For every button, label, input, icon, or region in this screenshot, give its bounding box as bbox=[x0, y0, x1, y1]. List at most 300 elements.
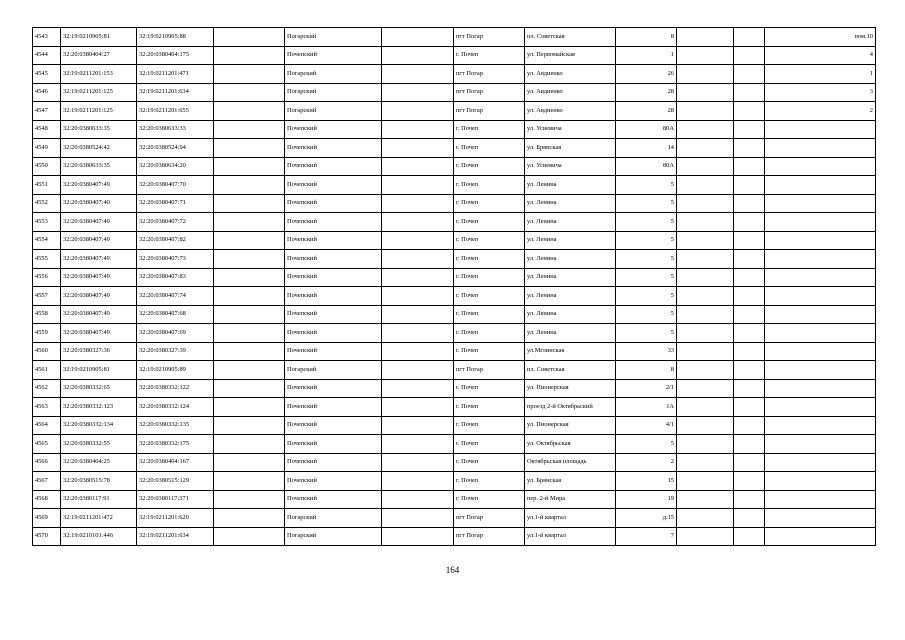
cell-apartment bbox=[765, 176, 876, 195]
table-row bbox=[33, 120, 876, 139]
cell-empty bbox=[677, 342, 734, 361]
cell-empty bbox=[677, 46, 734, 65]
cell-cadastral-object: 32:20:0380332:135 bbox=[137, 416, 214, 435]
table-row bbox=[33, 435, 876, 454]
cell-district: Почепский bbox=[285, 435, 382, 454]
cell-number: 4552 bbox=[33, 194, 61, 213]
cell-house: 8 bbox=[616, 28, 677, 47]
cell-house: 5 bbox=[616, 176, 677, 195]
cell-district: Погарский bbox=[285, 509, 382, 528]
cell-house: 8 bbox=[616, 361, 677, 380]
cell-house: 26 bbox=[616, 65, 677, 84]
cell-empty bbox=[734, 83, 765, 102]
cell-street: ул. Первомайская bbox=[525, 46, 616, 65]
cell-cadastral-object: 32:19:0211201:634 bbox=[137, 83, 214, 102]
cell-empty bbox=[382, 46, 454, 65]
cell-cadastral-object: 32:20:0380404:175 bbox=[137, 46, 214, 65]
cell-empty bbox=[677, 250, 734, 269]
cell-cadastral-parcel: 32:20:0380407:40 bbox=[61, 194, 137, 213]
cell-empty bbox=[214, 231, 285, 250]
cell-empty bbox=[382, 139, 454, 158]
cell-cadastral-parcel: 32:20:0380332:123 bbox=[61, 398, 137, 417]
cell-empty bbox=[734, 120, 765, 139]
cell-locality: г. Почеп bbox=[454, 268, 525, 287]
cell-cadastral-parcel: 32:20:0380515:78 bbox=[61, 472, 137, 491]
cell-empty bbox=[214, 157, 285, 176]
cell-empty bbox=[382, 65, 454, 84]
cell-house: 1 bbox=[616, 46, 677, 65]
cell-empty bbox=[734, 527, 765, 546]
cell-empty bbox=[734, 490, 765, 509]
cell-empty bbox=[382, 83, 454, 102]
cell-empty bbox=[214, 453, 285, 472]
table-row bbox=[33, 250, 876, 269]
cell-house: 80А bbox=[616, 157, 677, 176]
cell-empty bbox=[677, 398, 734, 417]
table-row bbox=[33, 490, 876, 509]
cell-locality: г. Почеп bbox=[454, 472, 525, 491]
cell-empty bbox=[677, 268, 734, 287]
cell-cadastral-object: 32:19:0210905:89 bbox=[137, 361, 214, 380]
cell-empty bbox=[214, 509, 285, 528]
cell-district: Погарский bbox=[285, 28, 382, 47]
cell-cadastral-object: 32:20:0380634:20 bbox=[137, 157, 214, 176]
cell-cadastral-parcel: 32:20:0380633:35 bbox=[61, 157, 137, 176]
cell-empty bbox=[382, 342, 454, 361]
cell-apartment bbox=[765, 398, 876, 417]
cell-cadastral-object: 32:20:0380515:129 bbox=[137, 472, 214, 491]
cell-number: 4559 bbox=[33, 324, 61, 343]
cell-cadastral-parcel: 32:20:0380332:65 bbox=[61, 379, 137, 398]
cell-cadastral-parcel: 32:20:0380332:134 bbox=[61, 416, 137, 435]
cell-cadastral-parcel: 32:19:0210101:446 bbox=[61, 527, 137, 546]
cell-number: 4557 bbox=[33, 287, 61, 306]
cell-locality: пгт Погар bbox=[454, 509, 525, 528]
cell-house: 4/1 bbox=[616, 416, 677, 435]
cell-street: ул. Усиевича bbox=[525, 157, 616, 176]
cell-number: 4567 bbox=[33, 472, 61, 491]
cell-empty bbox=[677, 83, 734, 102]
table-body bbox=[33, 28, 876, 546]
cell-empty bbox=[382, 102, 454, 121]
cell-house: 5 bbox=[616, 435, 677, 454]
cell-empty bbox=[214, 287, 285, 306]
cell-apartment bbox=[765, 361, 876, 380]
cell-apartment: 3 bbox=[765, 83, 876, 102]
cell-district: Почепский bbox=[285, 398, 382, 417]
cell-empty bbox=[677, 361, 734, 380]
table-row bbox=[33, 472, 876, 491]
cell-number: 4545 bbox=[33, 65, 61, 84]
cell-cadastral-parcel: 32:20:0380332:55 bbox=[61, 435, 137, 454]
cell-empty bbox=[214, 490, 285, 509]
cell-district: Почепский bbox=[285, 453, 382, 472]
cell-street: ул. Брянская bbox=[525, 139, 616, 158]
cell-empty bbox=[382, 324, 454, 343]
cell-empty bbox=[382, 176, 454, 195]
cell-cadastral-parcel: 32:19:0211201:472 bbox=[61, 509, 137, 528]
cell-cadastral-object: 32:20:0380633:33 bbox=[137, 120, 214, 139]
cell-district: Погарский bbox=[285, 65, 382, 84]
cell-cadastral-object: 32:20:0380407:68 bbox=[137, 305, 214, 324]
cell-cadastral-parcel: 32:19:0211201:125 bbox=[61, 83, 137, 102]
cell-empty bbox=[214, 305, 285, 324]
cell-empty bbox=[677, 453, 734, 472]
cell-street: Октябрьская площадь bbox=[525, 453, 616, 472]
cell-apartment bbox=[765, 509, 876, 528]
cell-empty bbox=[677, 435, 734, 454]
cell-district: Почепский bbox=[285, 472, 382, 491]
cell-empty bbox=[382, 250, 454, 269]
cell-empty bbox=[382, 490, 454, 509]
cell-district: Погарский bbox=[285, 361, 382, 380]
cell-house: д.15 bbox=[616, 509, 677, 528]
cell-house: 33 bbox=[616, 342, 677, 361]
cell-district: Почепский bbox=[285, 231, 382, 250]
cell-cadastral-parcel: 32:20:0380407:49 bbox=[61, 324, 137, 343]
cell-cadastral-object: 32:20:0380327:39 bbox=[137, 342, 214, 361]
cell-empty bbox=[382, 231, 454, 250]
cell-number: 4555 bbox=[33, 250, 61, 269]
cell-house: 28 bbox=[616, 102, 677, 121]
cell-empty bbox=[214, 435, 285, 454]
cell-house: 7 bbox=[616, 527, 677, 546]
cell-number: 4561 bbox=[33, 361, 61, 380]
cell-street: ул.Мглинская bbox=[525, 342, 616, 361]
cell-cadastral-object: 32:20:0380407:83 bbox=[137, 268, 214, 287]
cell-apartment: 2 bbox=[765, 102, 876, 121]
table-row bbox=[33, 361, 876, 380]
cell-number: 4546 bbox=[33, 83, 61, 102]
cell-apartment bbox=[765, 194, 876, 213]
cell-cadastral-parcel: 32:20:0380407:49 bbox=[61, 250, 137, 269]
cell-district: Почепский bbox=[285, 287, 382, 306]
cell-house: 19 bbox=[616, 490, 677, 509]
cell-empty bbox=[382, 305, 454, 324]
table-row bbox=[33, 287, 876, 306]
cell-street: ул. Авдиенко bbox=[525, 83, 616, 102]
cell-empty bbox=[214, 472, 285, 491]
cell-cadastral-parcel: 32:20:0380407:49 bbox=[61, 176, 137, 195]
cell-number: 4550 bbox=[33, 157, 61, 176]
cell-empty bbox=[382, 194, 454, 213]
cell-street: ул. Ленина bbox=[525, 250, 616, 269]
cell-district: Почепский bbox=[285, 139, 382, 158]
cell-locality: пгт Погар bbox=[454, 361, 525, 380]
cell-street: ул. Авдиенко bbox=[525, 102, 616, 121]
cell-cadastral-object: 32:19:0211201:634 bbox=[137, 527, 214, 546]
cell-locality: г. Почеп bbox=[454, 416, 525, 435]
cell-empty bbox=[382, 213, 454, 232]
cell-empty bbox=[734, 435, 765, 454]
cell-apartment bbox=[765, 453, 876, 472]
cell-empty bbox=[382, 472, 454, 491]
cell-street: пл. Советская bbox=[525, 361, 616, 380]
cell-empty bbox=[734, 379, 765, 398]
cell-number: 4543 bbox=[33, 28, 61, 47]
cell-cadastral-object: 32:20:0380407:71 bbox=[137, 194, 214, 213]
table-row bbox=[33, 324, 876, 343]
table-row bbox=[33, 398, 876, 417]
cell-apartment bbox=[765, 472, 876, 491]
cell-empty bbox=[382, 268, 454, 287]
cell-apartment bbox=[765, 435, 876, 454]
cell-cadastral-object: 32:19:0211201:620 bbox=[137, 509, 214, 528]
cell-apartment bbox=[765, 305, 876, 324]
cell-street: ул. Пионерская bbox=[525, 379, 616, 398]
cell-empty bbox=[677, 139, 734, 158]
cell-empty bbox=[734, 472, 765, 491]
cell-house: 80А bbox=[616, 120, 677, 139]
cell-empty bbox=[734, 509, 765, 528]
cell-locality: пгт Погар bbox=[454, 65, 525, 84]
cell-empty bbox=[734, 361, 765, 380]
cell-street: ул. Ленина bbox=[525, 213, 616, 232]
cell-district: Почепский bbox=[285, 120, 382, 139]
cell-cadastral-parcel: 32:20:0380327:36 bbox=[61, 342, 137, 361]
cell-number: 4553 bbox=[33, 213, 61, 232]
cell-apartment bbox=[765, 268, 876, 287]
cell-empty bbox=[382, 28, 454, 47]
cell-empty bbox=[382, 120, 454, 139]
cell-locality: г. Почеп bbox=[454, 46, 525, 65]
cell-empty bbox=[382, 435, 454, 454]
cell-locality: г. Почеп bbox=[454, 305, 525, 324]
cell-locality: г. Почеп bbox=[454, 453, 525, 472]
cell-district: Почепский bbox=[285, 176, 382, 195]
cell-empty bbox=[214, 342, 285, 361]
cell-empty bbox=[734, 287, 765, 306]
cell-apartment bbox=[765, 250, 876, 269]
cell-empty bbox=[214, 213, 285, 232]
cell-cadastral-parcel: 32:20:0380404:27 bbox=[61, 46, 137, 65]
cell-number: 4549 bbox=[33, 139, 61, 158]
property-register-table bbox=[32, 27, 876, 546]
cell-empty bbox=[734, 194, 765, 213]
cell-cadastral-object: 32:20:0380404:167 bbox=[137, 453, 214, 472]
cell-cadastral-object: 32:20:0380332:122 bbox=[137, 379, 214, 398]
cell-district: Погарский bbox=[285, 527, 382, 546]
cell-locality: г. Почеп bbox=[454, 324, 525, 343]
cell-empty bbox=[677, 472, 734, 491]
cell-number: 4566 bbox=[33, 453, 61, 472]
cell-apartment bbox=[765, 490, 876, 509]
cell-number: 4564 bbox=[33, 416, 61, 435]
cell-empty bbox=[734, 231, 765, 250]
cell-house: 5 bbox=[616, 194, 677, 213]
cell-empty bbox=[214, 416, 285, 435]
cell-number: 4548 bbox=[33, 120, 61, 139]
cell-empty bbox=[677, 102, 734, 121]
cell-house: 5 bbox=[616, 213, 677, 232]
cell-house: 5 bbox=[616, 324, 677, 343]
cell-empty bbox=[214, 398, 285, 417]
cell-street: проезд 2-й Октябрьский bbox=[525, 398, 616, 417]
cell-apartment bbox=[765, 287, 876, 306]
cell-cadastral-parcel: 32:19:0210905:81 bbox=[61, 28, 137, 47]
cell-cadastral-object: 32:20:0380407:70 bbox=[137, 176, 214, 195]
cell-cadastral-object: 32:20:0380117:371 bbox=[137, 490, 214, 509]
cell-empty bbox=[677, 157, 734, 176]
cell-cadastral-object: 32:20:0380407:73 bbox=[137, 250, 214, 269]
cell-cadastral-object: 32:20:0380332:124 bbox=[137, 398, 214, 417]
table-row bbox=[33, 453, 876, 472]
cell-empty bbox=[214, 28, 285, 47]
cell-locality: г. Почеп bbox=[454, 379, 525, 398]
cell-empty bbox=[214, 65, 285, 84]
cell-cadastral-parcel: 32:19:0211201:153 bbox=[61, 65, 137, 84]
table-row bbox=[33, 231, 876, 250]
cell-locality: пгт Погар bbox=[454, 527, 525, 546]
cell-empty bbox=[382, 398, 454, 417]
cell-empty bbox=[734, 324, 765, 343]
cell-street: ул.1-й квартал bbox=[525, 527, 616, 546]
cell-district: Почепский bbox=[285, 250, 382, 269]
cell-street: ул. Ленина bbox=[525, 305, 616, 324]
cell-locality: г. Почеп bbox=[454, 342, 525, 361]
cell-apartment bbox=[765, 120, 876, 139]
cell-number: 4544 bbox=[33, 46, 61, 65]
cell-empty bbox=[734, 268, 765, 287]
cell-empty bbox=[214, 250, 285, 269]
cell-number: 4570 bbox=[33, 527, 61, 546]
cell-empty bbox=[677, 527, 734, 546]
cell-cadastral-parcel: 32:20:0380407:49 bbox=[61, 268, 137, 287]
cell-number: 4560 bbox=[33, 342, 61, 361]
cell-empty bbox=[214, 527, 285, 546]
cell-number: 4565 bbox=[33, 435, 61, 454]
cell-apartment bbox=[765, 157, 876, 176]
cell-cadastral-parcel: 32:20:0380407:49 bbox=[61, 231, 137, 250]
cell-empty bbox=[734, 176, 765, 195]
cell-street: ул. Ленина bbox=[525, 268, 616, 287]
cell-empty bbox=[677, 194, 734, 213]
cell-locality: г. Почеп bbox=[454, 287, 525, 306]
cell-house: 2 bbox=[616, 453, 677, 472]
cell-empty bbox=[677, 65, 734, 84]
table-row bbox=[33, 527, 876, 546]
cell-empty bbox=[382, 287, 454, 306]
cell-street: ул. Ленина bbox=[525, 176, 616, 195]
cell-cadastral-object: 32:20:0380407:82 bbox=[137, 231, 214, 250]
cell-street: ул. Авдиенко bbox=[525, 65, 616, 84]
cell-empty bbox=[734, 305, 765, 324]
cell-empty bbox=[214, 324, 285, 343]
page-number: 164 bbox=[445, 565, 460, 575]
cell-empty bbox=[677, 490, 734, 509]
cell-empty bbox=[382, 509, 454, 528]
cell-house: 14 bbox=[616, 139, 677, 158]
table-row bbox=[33, 157, 876, 176]
cell-locality: пгт Погар bbox=[454, 28, 525, 47]
cell-locality: г. Почеп bbox=[454, 176, 525, 195]
cell-empty bbox=[734, 213, 765, 232]
cell-empty bbox=[677, 120, 734, 139]
cell-district: Почепский bbox=[285, 305, 382, 324]
cell-locality: г. Почеп bbox=[454, 139, 525, 158]
table-row bbox=[33, 342, 876, 361]
cell-apartment bbox=[765, 416, 876, 435]
cell-cadastral-parcel: 32:19:0211201:125 bbox=[61, 102, 137, 121]
table-row bbox=[33, 139, 876, 158]
table-row bbox=[33, 509, 876, 528]
cell-empty bbox=[214, 83, 285, 102]
cell-house: 1А bbox=[616, 398, 677, 417]
table-row bbox=[33, 268, 876, 287]
cell-cadastral-parcel: 32:20:0380407:49 bbox=[61, 213, 137, 232]
cell-empty bbox=[214, 176, 285, 195]
cell-apartment: 4 bbox=[765, 46, 876, 65]
cell-empty bbox=[734, 139, 765, 158]
cell-apartment bbox=[765, 379, 876, 398]
cell-house: 15 bbox=[616, 472, 677, 491]
cell-apartment bbox=[765, 213, 876, 232]
cell-cadastral-object: 32:19:0211201:655 bbox=[137, 102, 214, 121]
cell-house: 5 bbox=[616, 268, 677, 287]
cell-street: ул. Ленина bbox=[525, 231, 616, 250]
cell-empty bbox=[734, 46, 765, 65]
cell-street: ул. Усиевича bbox=[525, 120, 616, 139]
cell-empty bbox=[734, 453, 765, 472]
cell-number: 4562 bbox=[33, 379, 61, 398]
cell-empty bbox=[214, 120, 285, 139]
cell-locality: г. Почеп bbox=[454, 398, 525, 417]
cell-district: Почепский bbox=[285, 194, 382, 213]
table-row bbox=[33, 194, 876, 213]
cell-apartment: пом.10 bbox=[765, 28, 876, 47]
table-row bbox=[33, 46, 876, 65]
cell-empty bbox=[677, 416, 734, 435]
cell-apartment bbox=[765, 527, 876, 546]
cell-empty bbox=[382, 416, 454, 435]
cell-locality: г. Почеп bbox=[454, 435, 525, 454]
cell-number: 4551 bbox=[33, 176, 61, 195]
cell-empty bbox=[214, 139, 285, 158]
cell-district: Почепский bbox=[285, 46, 382, 65]
table-row bbox=[33, 379, 876, 398]
cell-cadastral-object: 32:20:0380407:69 bbox=[137, 324, 214, 343]
cell-empty bbox=[677, 176, 734, 195]
cell-empty bbox=[677, 379, 734, 398]
cell-house: 5 bbox=[616, 250, 677, 269]
cell-street: ул.1-й квартал bbox=[525, 509, 616, 528]
cell-locality: пгт Погар bbox=[454, 102, 525, 121]
cell-cadastral-parcel: 32:19:0210905:81 bbox=[61, 361, 137, 380]
cell-cadastral-parcel: 32:20:0380407:49 bbox=[61, 287, 137, 306]
cell-empty bbox=[734, 250, 765, 269]
cell-number: 4563 bbox=[33, 398, 61, 417]
cell-district: Погарский bbox=[285, 102, 382, 121]
cell-street: ул. Пионерская bbox=[525, 416, 616, 435]
cell-street: ул. Ленина bbox=[525, 324, 616, 343]
cell-street: ул. Ленина bbox=[525, 287, 616, 306]
cell-district: Почепский bbox=[285, 342, 382, 361]
cell-empty bbox=[677, 324, 734, 343]
cell-district: Почепский bbox=[285, 379, 382, 398]
cell-empty bbox=[214, 361, 285, 380]
cell-cadastral-parcel: 32:20:0380524:42 bbox=[61, 139, 137, 158]
cell-cadastral-parcel: 32:20:0380117:91 bbox=[61, 490, 137, 509]
cell-district: Почепский bbox=[285, 213, 382, 232]
cell-empty bbox=[214, 102, 285, 121]
cell-empty bbox=[677, 509, 734, 528]
cell-district: Почепский bbox=[285, 490, 382, 509]
cell-house: 5 bbox=[616, 287, 677, 306]
cell-cadastral-object: 32:20:0380524:94 bbox=[137, 139, 214, 158]
cell-number: 4568 bbox=[33, 490, 61, 509]
cell-district: Почепский bbox=[285, 268, 382, 287]
cell-house: 5 bbox=[616, 305, 677, 324]
